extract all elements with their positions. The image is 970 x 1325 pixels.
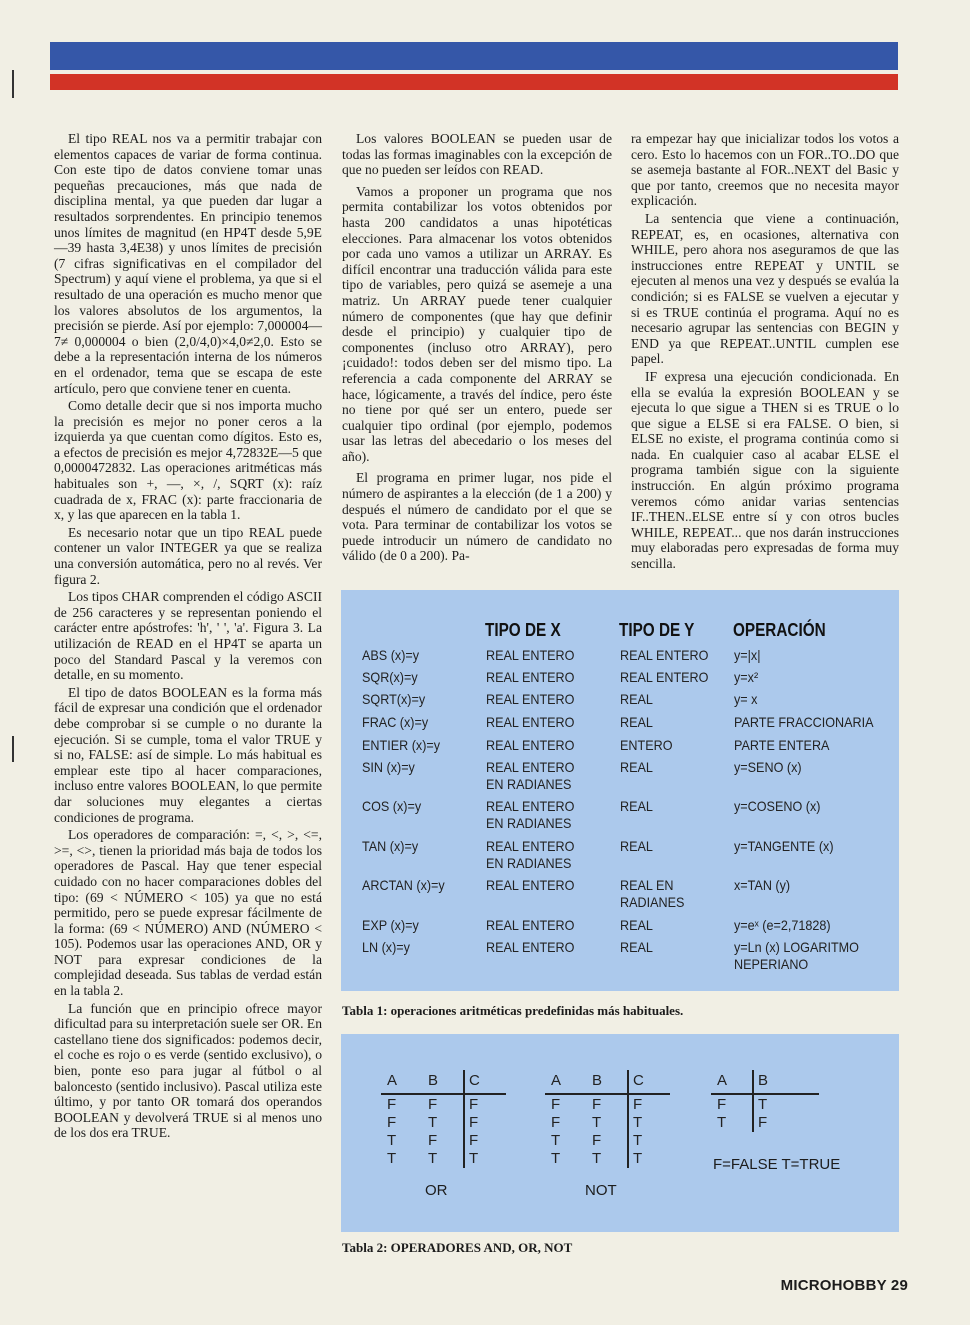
truth-divider [627,1070,629,1168]
truth-cell: T [633,1132,643,1149]
truth-cell: F [551,1096,561,1113]
truth-cell: T [717,1114,727,1131]
truth-cell: F [592,1096,602,1113]
header-blue-band [50,42,898,70]
table-1-cell-fn: ENTIER (x)=y [362,737,441,753]
table-1 [341,590,899,991]
paragraph: ra empezar hay que inicializar todos los votos a cero. Esto lo hacemos con un FOR..TO..DO que se asemeja bastante al FOR..NEXT del Basic y que por tanto, creemos que no necesita mayor explicación. [631,131,899,209]
truth-cell: F [469,1096,479,1113]
truth-cell: T [592,1150,602,1167]
paragraph: Los operadores de comparación: =, <, >, <=, >=, <>, tienen la prioridad más baja de todos los operadores de Pascal. Hay que tener especial cuidado con no hacer comparaciones dobles del tipo: (69 < NÚMERO < 105) ya que no está permitido, pero se puede expresar fácilmente de la forma: (69 < NÚMERO) AND (NÚMERO < 105). Podemos usar las operaciones AND, OR y NOT para expresar condiciones de la complejidad deseada. Sus tablas de verdad están en la tabla 2. [54,827,322,999]
truth-cell: F [717,1096,727,1113]
truth-cell: T [428,1114,438,1131]
paragraph: Vamos a proponer un programa que nos permita contabilizar los votos obtenidos por hasta 200 candidatos a unas hipotéticas elecciones. Para almacenar los votos obtenidos por cada uno vamos a utilizar un ARRAY. Es difícil encontrar una traducción válida para este tipo de variables, pero quizá se asemeje a una matriz. Un ARRAY puede tener cualquier número de componentes (que hay que definir desde el principio) y cualquier tipo de componentes (incluso otro ARRAY), pero ¡cuidado!: todos deben ser del mismo tipo. La referencia a cada componente del ARRAY se hace, lógicamente, a través del índice, pero éste no tiene por qué ser un entero, puede ser cualquier tipo ordinal (por ejemplo, podemos usar las letras del abecedario o los meses del año). [342,183,612,464]
table-1-cell-fn: FRAC (x)=y [362,714,429,730]
table-1-cell-op: y=|x| [734,647,761,663]
table-1-cell-y: REAL EN RADIANES [620,877,685,910]
truth-cell: T [551,1132,561,1149]
table-1-cell-fn: SQRT(x)=y [362,691,426,707]
paragraph: El programa en primer lugar, nos pide el número de aspirantes a la elección (de 1 a 200) y después el número de candidato por el que se vota. Para terminar de contabilizar los votos se puede introducir un número de candidato no válido (de 0 a 200). Pa- [342,470,612,564]
truth-header: B [592,1072,603,1089]
truth-divider [711,1093,819,1095]
truth-header: C [633,1072,644,1089]
paragraph: IF expresa una ejecución condicionada. En ella se evalúa la expresión BOOLEAN y se ejecuta lo que sigue a THEN si es TRUE o lo que sigue a ELSE si era FALSE. O bien, si ELSE no existe, el programa continúa como si nada. En cualquier caso al acabar ELSE el programa también sigue con la siguiente instrucción. En algún próximo programa veremos cómo anidar varias sentencias IF..THEN..ELSE entre sí y con otros bucles WHILE, REPEAT... que nos darán instrucciones muy elaboradas pero expresadas de forma muy sencilla. [631,368,899,572]
paragraph: El tipo de datos BOOLEAN es la forma más fácil de expresar una condición que el ordenador debe comprobar si se cumple o no durante la ejecución. Si se cumple, toma el valor TRUE y si no, FALSE: así de simple. Lo más habitual es emplear este tipo al hacer comparaciones, incluso entre valores BOOLEAN, lo que permite dar soluciones muy elegantes a ciertas condiciones de programa. [54,684,322,825]
truth-header: C [469,1072,480,1089]
table-1-cell-fn: COS (x)=y [362,798,422,814]
paragraph: Como detalle decir que si nos importa mucho la precisión es mejor no poner ceros a la izquierda ya que cuentan como dígitos. Esto es, a efectos de precisión es mejor 4,72832E—5 que 0,0000472832. Las operaciones aritméticas más habituales son +, —, ×, /, SQRT (x): raíz cuadrada de x, FRAC (x): parte fraccionaria de x, y las que aparecen en la tabla 1. [54,398,322,523]
truth-header: A [387,1072,398,1089]
table-1-cell-fn: TAN (x)=y [362,838,419,854]
truth-table-or-label: OR [425,1182,448,1199]
paragraph: Los valores BOOLEAN se pueden usar de todas las formas imaginables con la excepción de que no pueden ser leídos con READ. [342,131,612,178]
table-header-tipo-y: TIPO DE Y [619,620,695,640]
table-1-cell-x: REAL ENTERO [486,669,575,685]
truth-cell: F [758,1114,768,1131]
paragraph: La sentencia que viene a continuación, REPEAT, es, en ocasiones, alternativa con WHILE, pero ahora nos aseguramos de que las instrucciones entre REPEAT y UNTIL se ejecuten al menos una vez y después se evalúa la condición; si es FALSE se vuelven a ejecutar y si es TRUE continúa el programa. Aquí no es necesario agrupar las sentencias con BEGIN y END ya que REPEAT..UNTIL cumplen ese papel. [631,210,899,367]
table-1-cell-y: REAL [620,798,653,814]
truth-cell: F [387,1114,397,1131]
truth-divider [545,1093,670,1095]
truth-table-legend: F=FALSE T=TRUE [713,1156,841,1173]
truth-header: A [717,1072,728,1089]
truth-cell: T [592,1114,602,1131]
table-1-cell-y: REAL [620,939,653,955]
truth-cell: T [387,1132,397,1149]
table-1-cell-x: REAL ENTERO [486,939,575,955]
table-header-tipo-x: TIPO DE X [485,620,561,640]
table-1-cell-fn: LN (x)=y [362,939,410,955]
table-1-cell-op: y= x [734,691,758,707]
table-1-cell-y: REAL [620,759,653,775]
truth-cell: F [551,1114,561,1131]
truth-cell: T [633,1114,643,1131]
table-1-cell-x: REAL ENTERO EN RADIANES [486,838,575,871]
truth-cell: F [428,1096,438,1113]
truth-cell: T [428,1150,438,1167]
table-1-cell-fn: EXP (x)=y [362,917,419,933]
table-1-cell-op: y=x² [734,669,759,685]
table-1-cell-x: REAL ENTERO EN RADIANES [486,798,575,831]
truth-cell: F [633,1096,643,1113]
table-1-cell-x: REAL ENTERO EN RADIANES [486,759,575,792]
table-1-cell-op: y=Ln (x) LOGARITMO NEPERIANO [734,939,859,972]
truth-cell: F [469,1132,479,1149]
truth-header: B [428,1072,439,1089]
truth-divider [381,1093,506,1095]
table-2 [341,1034,899,1232]
paragraph: Los tipos CHAR comprenden el código ASCII de 256 caracteres y se representan poniendo el carácter entre apóstrofes: 'h', ' ', 'a'. Figura 3. La utilización de READ en el HP4T se aparta un poco del Standard Pascal y la veremos con detalle, en su momento. [54,589,322,683]
table-1-caption: Tabla 1: operaciones aritméticas predefinidas más habituales. [342,1003,684,1018]
text-column-2 [342,131,612,570]
truth-divider [463,1070,465,1168]
table-1-cell-op: y=TANGENTE (x) [734,838,834,854]
truth-cell: F [592,1132,602,1149]
table-1-cell-x: REAL ENTERO [486,647,575,663]
margin-mark [12,70,14,98]
table-1-cell-fn: ARCTAN (x)=y [362,877,445,893]
table-1-cell-op: y=COSENO (x) [734,798,821,814]
table-1-cell-x: REAL ENTERO [486,737,575,753]
truth-cell: T [469,1150,479,1167]
table-1-cell-x: REAL ENTERO [486,877,575,893]
truth-cell: T [551,1150,561,1167]
truth-table-not-label: NOT [585,1182,617,1199]
paragraph: Es necesario notar que un tipo REAL puede contener un valor INTEGER ya que se realiza una conversión automática, pero no al revés. Ver figura 2. [54,524,322,587]
table-1-cell-y: REAL [620,691,653,707]
table-1-cell-op: x=TAN (y) [734,877,791,893]
table-1-cell-y: REAL ENTERO [620,669,709,685]
truth-header: B [758,1072,769,1089]
table-1-cell-fn: ABS (x)=y [362,647,420,663]
paragraph: El tipo REAL nos va a permitir trabajar con elementos capaces de variar de forma continua. Con este tipo de datos conviene tomar unas pequeñas precauciones, más que nada de disciplina mental, ya que pueden dar lugar a resultados sorprendentes. En principio tenemos unos límites de magnitud (en HP4T desde 5,9E—39 hasta 3,4E38) y unos límites de precisión (7 cifras significativas en el compilador del Spectrum) y aquí viene el problema, ya que si el resultado de una operación es mucho menor que los valores absolutos de los argumentos, la precisión se pierde. Así por ejemplo: 7,000004—7≠ 0,000004 o bien (2,0/4,0)×4,0≠2,0. Esto se debe a la representación interna de los números en el ordenador, tema que se escapa de este artículo, pero que conviene tener en cuenta. [54,131,322,396]
truth-divider [752,1070,754,1132]
truth-header: A [551,1072,562,1089]
table-1-cell-op: y=SENO (x) [734,759,802,775]
table-1-cell-y: REAL [620,838,653,854]
margin-mark [12,736,14,762]
header-red-band [50,74,898,90]
table-1-cell-fn: SQR(x)=y [362,669,418,685]
table-1-cell-y: REAL [620,714,653,730]
table-2-caption: Tabla 2: OPERADORES AND, OR, NOT [342,1240,573,1255]
table-1-cell-op: PARTE ENTERA [734,737,830,753]
table-1-cell-y: REAL [620,917,653,933]
truth-cell: F [428,1132,438,1149]
paragraph: La función que en principio ofrece mayor dificultad para su interpretación suele ser OR. En castellano tiene dos significados: podemos decir, el coche es rojo o es verde (sentido exclusivo), o bien, ponte eso para jugar al fútbol o al baloncesto (sentido inclusivo). Pascal utiliza este último, y por tanto OR tomará dos operandos BOOLEAN y devolverá TRUE si al menos uno de los dos era TRUE. [54,1000,323,1141]
table-1-cell-op: y=eˣ (e=2,71828) [734,917,831,933]
table-1-cell-y: REAL ENTERO [620,647,709,663]
table-1-cell-fn: SIN (x)=y [362,759,415,775]
truth-cell: T [387,1150,397,1167]
text-column-1 [54,131,322,1143]
table-1-cell-y: ENTERO [620,737,673,753]
table-1-cell-op: PARTE FRACCIONARIA [734,714,874,730]
table-1-cell-x: REAL ENTERO [486,691,575,707]
table-1-cell-x: REAL ENTERO [486,714,575,730]
truth-cell: T [633,1150,643,1167]
truth-cell: F [469,1114,479,1131]
table-header-operacion: OPERACIÓN [733,620,826,640]
truth-cell: T [758,1096,768,1113]
table-1-cell-x: REAL ENTERO [486,917,575,933]
text-column-3 [631,131,899,574]
page-footer: MICROHOBBY 29 [780,1277,908,1294]
truth-cell: F [387,1096,397,1113]
